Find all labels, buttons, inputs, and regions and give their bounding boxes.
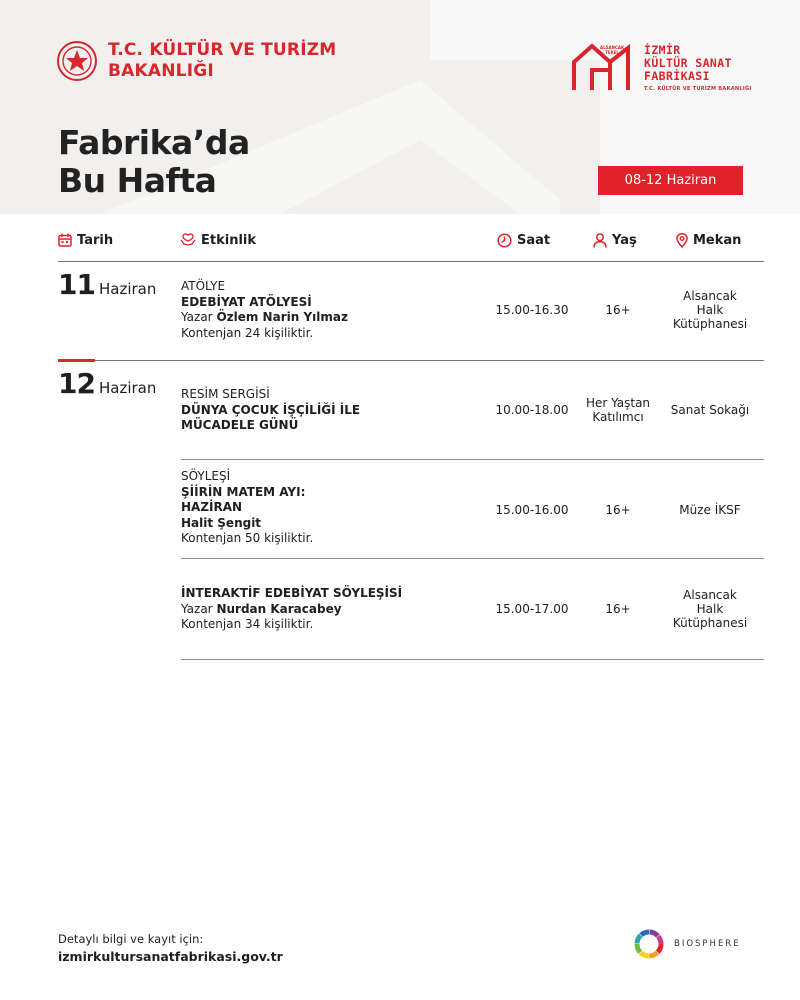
event-host-prefix: Yazar: [181, 310, 217, 324]
event-name-line2: HAZİRAN: [181, 500, 243, 514]
event-host: Nurdan Karacabey: [216, 601, 342, 616]
event-age-line2: Katılımcı: [592, 410, 644, 424]
column-header-event-label: Etkinlik: [201, 232, 257, 248]
event-venue: [658, 289, 762, 331]
hands-icon: [180, 233, 196, 247]
event-venue-line2: Halk: [696, 602, 724, 616]
factory-logo: [570, 40, 770, 96]
column-header-venue-label: Mekan: [693, 232, 742, 248]
column-header-event: [180, 231, 256, 249]
footer-info-label: Detaylı bilgi ve kayıt için:: [58, 932, 204, 946]
column-header-age: [593, 231, 637, 249]
biosphere-logo: [632, 927, 741, 961]
event-host-prefix: Yazar: [181, 601, 217, 616]
event-quota: Kontenjan 34 kişiliktir.: [181, 617, 314, 631]
factory-name-line2: KÜLTÜR SANAT: [644, 56, 732, 70]
event-venue-line3: Kütüphanesi: [672, 616, 748, 630]
event-venue: [658, 588, 762, 630]
clock-icon: [497, 233, 512, 248]
factory-mini-line2: TEKEL: [605, 50, 619, 55]
header-banner: [0, 0, 800, 214]
event-name-line1: DÜNYA ÇOCUK İŞÇİLİĞİ İLE: [181, 402, 361, 417]
day-divider: [58, 360, 764, 361]
event-venue: Müze İKSF: [679, 503, 741, 517]
event-category: ATÖLYE: [181, 279, 226, 293]
column-header-time-label: Saat: [517, 232, 551, 248]
factory-mini-line1: ALSANCAK: [600, 45, 625, 50]
day-number: 11: [58, 268, 95, 301]
ministry-name-line2: BAKANLIĞI: [108, 61, 214, 81]
ministry-logo: [56, 40, 336, 82]
event-age: 16+: [605, 602, 631, 616]
day-label-12: [58, 367, 156, 400]
event-venue-line3: Kütüphanesi: [672, 317, 748, 331]
event-host: Özlem Narin Yılmaz: [216, 310, 348, 324]
factory-name-line3: FABRİKASI: [644, 69, 710, 83]
event-age: [578, 396, 658, 424]
page-title-line1: Fabrika’da: [58, 123, 250, 162]
event-category: SÖYLEŞİ: [181, 469, 231, 483]
day-month: Haziran: [98, 379, 157, 397]
column-header-date: [58, 231, 113, 249]
location-pin-icon: [676, 233, 688, 248]
event-host: Halit Şengit: [181, 515, 262, 530]
event-4: [181, 586, 402, 633]
column-header-age-label: Yaş: [612, 232, 637, 248]
row-divider: [181, 558, 764, 559]
event-venue-line1: Alsancak: [683, 588, 737, 602]
factory-subtitle: T.C. KÜLTÜR VE TURİZM BAKANLIĞI: [644, 86, 752, 92]
date-range-badge: 08-12 Haziran: [598, 166, 743, 195]
event-time: 15.00-17.00: [495, 602, 569, 616]
footer-url-link[interactable]: izmirkultursanatfabrikasi.gov.tr: [58, 949, 283, 964]
event-age-line1: Her Yaştan: [585, 396, 651, 410]
event-quota: Kontenjan 50 kişiliktir.: [181, 531, 314, 545]
event-time: 15.00-16.30: [495, 303, 569, 317]
ministry-emblem-icon: [56, 40, 98, 82]
day-number: 12: [58, 367, 95, 400]
row-divider: [181, 659, 764, 660]
column-header-time: [497, 231, 550, 249]
event-time: 15.00-16.00: [495, 503, 569, 517]
event-name: EDEBİYAT ATÖLYESİ: [181, 294, 312, 309]
calendar-icon: [58, 233, 72, 247]
row-divider: [181, 459, 764, 460]
event-name-line1: ŞİİRİN MATEM AYI:: [181, 484, 306, 499]
page-title-line2: Bu Hafta: [58, 161, 217, 200]
event-quota: Kontenjan 24 kişiliktir.: [181, 325, 314, 340]
ministry-name-line1: T.C. KÜLTÜR VE TURİZM: [108, 40, 337, 60]
page-title: [58, 124, 250, 200]
person-icon: [593, 233, 607, 248]
day-accent-bar: [58, 359, 95, 362]
event-2: [181, 387, 360, 434]
event-age: 16+: [605, 303, 631, 317]
day-month: Haziran: [98, 280, 157, 298]
column-header-date-label: Tarih: [77, 232, 114, 248]
biosphere-ring-icon: [632, 927, 666, 961]
event-time: 10.00-18.00: [495, 403, 569, 417]
event-venue-line1: Alsancak: [683, 289, 737, 303]
event-venue: Sanat Sokağı: [670, 403, 750, 417]
biosphere-label: BIOSPHERE: [674, 939, 741, 949]
factory-name-line1: İZMİR: [644, 43, 681, 57]
event-name-line2: MÜCADELE GÜNÜ: [181, 418, 299, 432]
event-3: [181, 469, 313, 547]
header-divider: [58, 261, 764, 262]
column-header-venue: [676, 231, 741, 249]
event-1: [181, 279, 348, 341]
event-name: İNTERAKTİF EDEBİYAT SÖYLEŞİSİ: [181, 586, 403, 600]
footer-info: [58, 931, 283, 965]
day-label-11: [58, 268, 156, 301]
event-category: RESİM SERGİSİ: [181, 387, 270, 401]
event-age: 16+: [605, 503, 631, 517]
event-venue-line2: Halk: [696, 303, 724, 317]
